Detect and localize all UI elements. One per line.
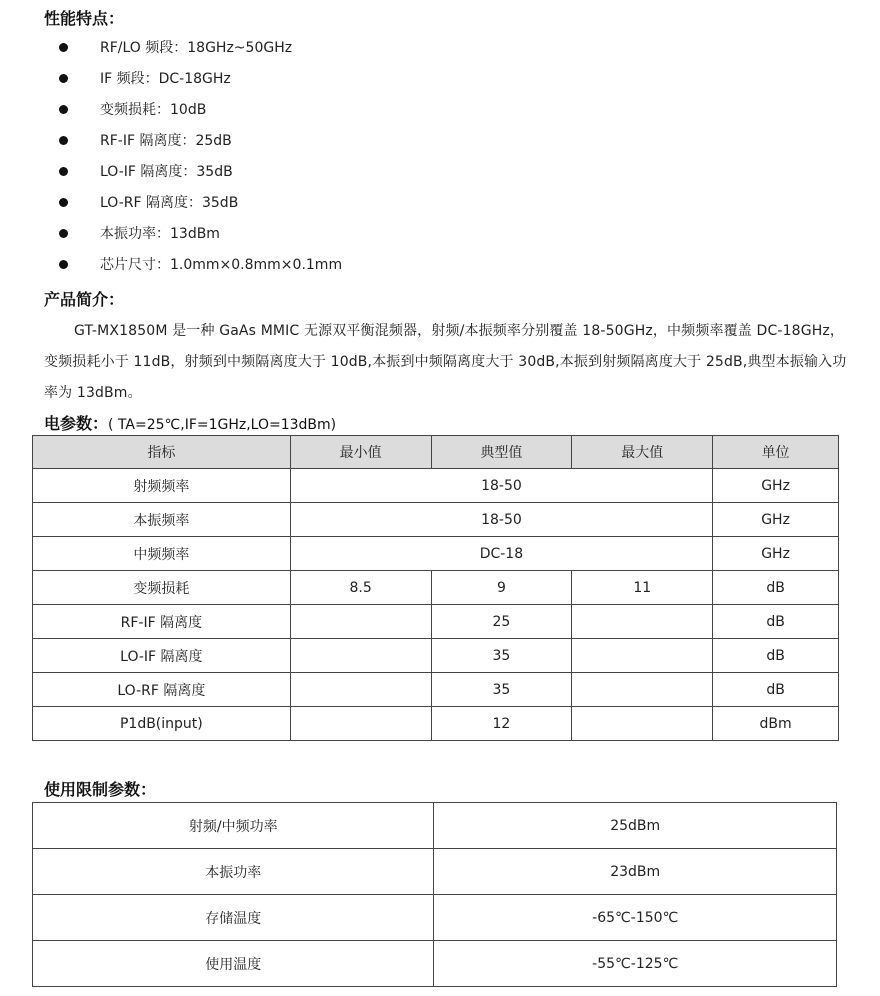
table-row: [33, 503, 839, 537]
feature-text: LO-RF 隔离度：35dB: [100, 195, 239, 211]
limit-value-cell: 25dBm: [434, 803, 837, 849]
min-value-cell: [290, 673, 431, 707]
feature-text: 芯片尺寸：1.0mm×0.8mm×0.1mm: [100, 257, 343, 273]
typ-value-cell: DC-18: [290, 537, 712, 571]
table-row: [33, 673, 839, 707]
table-row: [33, 571, 839, 605]
unit-cell: dB: [713, 605, 839, 639]
table-row: [33, 469, 839, 503]
feature-text: IF 频段：DC-18GHz: [100, 71, 231, 87]
bullet-icon: [59, 229, 68, 238]
col-header-unit: 单位: [713, 436, 839, 469]
col-header-min: 最小值: [290, 436, 431, 469]
typ-value-cell: 25: [431, 605, 572, 639]
typ-value-cell: 9: [431, 571, 572, 605]
bullet-icon: [59, 136, 68, 145]
bullet-icon: [59, 74, 68, 83]
table-row: [33, 941, 837, 987]
intro-heading: 产品简介：: [44, 290, 125, 309]
list-item: [0, 69, 600, 89]
unit-cell: dB: [713, 673, 839, 707]
usage-limits-table: [32, 802, 837, 987]
col-header-max: 最大值: [572, 436, 713, 469]
list-item: [0, 193, 600, 213]
typ-value-cell: 35: [431, 639, 572, 673]
bullet-icon: [59, 260, 68, 269]
param-name-cell: 射频频率: [33, 469, 291, 503]
table-header-row: [33, 436, 839, 469]
feature-text: RF-IF 隔离度：25dB: [100, 133, 232, 149]
list-item: [0, 38, 600, 58]
bullet-icon: [59, 198, 68, 207]
table-row: [33, 707, 839, 741]
unit-cell: GHz: [713, 537, 839, 571]
feature-text: 变频损耗：10dB: [100, 102, 207, 118]
table-row: [33, 803, 837, 849]
col-header-param: 指标: [33, 436, 291, 469]
max-value-cell: [572, 605, 713, 639]
features-heading: 性能特点：: [44, 9, 125, 28]
electrical-heading: 电参数：: [44, 414, 109, 433]
bullet-icon: [59, 43, 68, 52]
param-name-cell: 中频频率: [33, 537, 291, 571]
col-header-typ: 典型值: [431, 436, 572, 469]
table-row: [33, 895, 837, 941]
param-name-cell: 本振频率: [33, 503, 291, 537]
limit-name-cell: 射频/中频功率: [33, 803, 434, 849]
limit-name-cell: 使用温度: [33, 941, 434, 987]
bullet-icon: [59, 105, 68, 114]
feature-text: LO-IF 隔离度：35dB: [100, 164, 233, 180]
limits-heading: 使用限制参数：: [44, 780, 157, 799]
table-row: [33, 639, 839, 673]
unit-cell: GHz: [713, 469, 839, 503]
limit-name-cell: 本振功率: [33, 849, 434, 895]
list-item: [0, 255, 600, 275]
limit-value-cell: 23dBm: [434, 849, 837, 895]
list-item: [0, 224, 600, 244]
max-value-cell: [572, 707, 713, 741]
min-value-cell: [290, 707, 431, 741]
electrical-parameters-table: [32, 435, 839, 741]
param-name-cell: LO-IF 隔离度: [33, 639, 291, 673]
unit-cell: dB: [713, 571, 839, 605]
param-name-cell: LO-RF 隔离度: [33, 673, 291, 707]
table-row: [33, 605, 839, 639]
max-value-cell: [572, 639, 713, 673]
feature-text: RF/LO 频段：18GHz~50GHz: [100, 40, 293, 56]
min-value-cell: [290, 605, 431, 639]
max-value-cell: [572, 673, 713, 707]
intro-paragraph: GT-MX1850M 是一种 GaAs MMIC 无源双平衡混频器，射频/本振频率分别覆盖 18-50GHz，中频频率覆盖 DC-18GHz，变频损耗小于 11dB，射频到中频隔离度大于 10dB,本振到中频隔离度大于 30dB,本振到射频隔离度大于 25dB,典型本振输入功率为 13dBm。: [44, 323, 847, 401]
param-name-cell: 变频损耗: [33, 571, 291, 605]
limit-value-cell: -65℃-150℃: [434, 895, 837, 941]
typ-value-cell: 18-50: [290, 469, 712, 503]
min-value-cell: 8.5: [290, 571, 431, 605]
param-name-cell: RF-IF 隔离度: [33, 605, 291, 639]
bullet-icon: [59, 167, 68, 176]
electrical-condition: ( TA=25℃,IF=1GHz,LO=13dBm): [108, 417, 337, 433]
electrical-heading-line: [44, 411, 336, 434]
param-name-cell: P1dB(input): [33, 707, 291, 741]
table-row: [33, 849, 837, 895]
unit-cell: dBm: [713, 707, 839, 741]
list-item: [0, 100, 600, 120]
typ-value-cell: 35: [431, 673, 572, 707]
unit-cell: dB: [713, 639, 839, 673]
typ-value-cell: 18-50: [290, 503, 712, 537]
limit-name-cell: 存储温度: [33, 895, 434, 941]
feature-text: 本振功率：13dBm: [100, 226, 220, 242]
unit-cell: GHz: [713, 503, 839, 537]
typ-value-cell: 12: [431, 707, 572, 741]
limit-value-cell: -55℃-125℃: [434, 941, 837, 987]
table-row: [33, 537, 839, 571]
max-value-cell: 11: [572, 571, 713, 605]
list-item: [0, 131, 600, 151]
min-value-cell: [290, 639, 431, 673]
list-item: [0, 162, 600, 182]
